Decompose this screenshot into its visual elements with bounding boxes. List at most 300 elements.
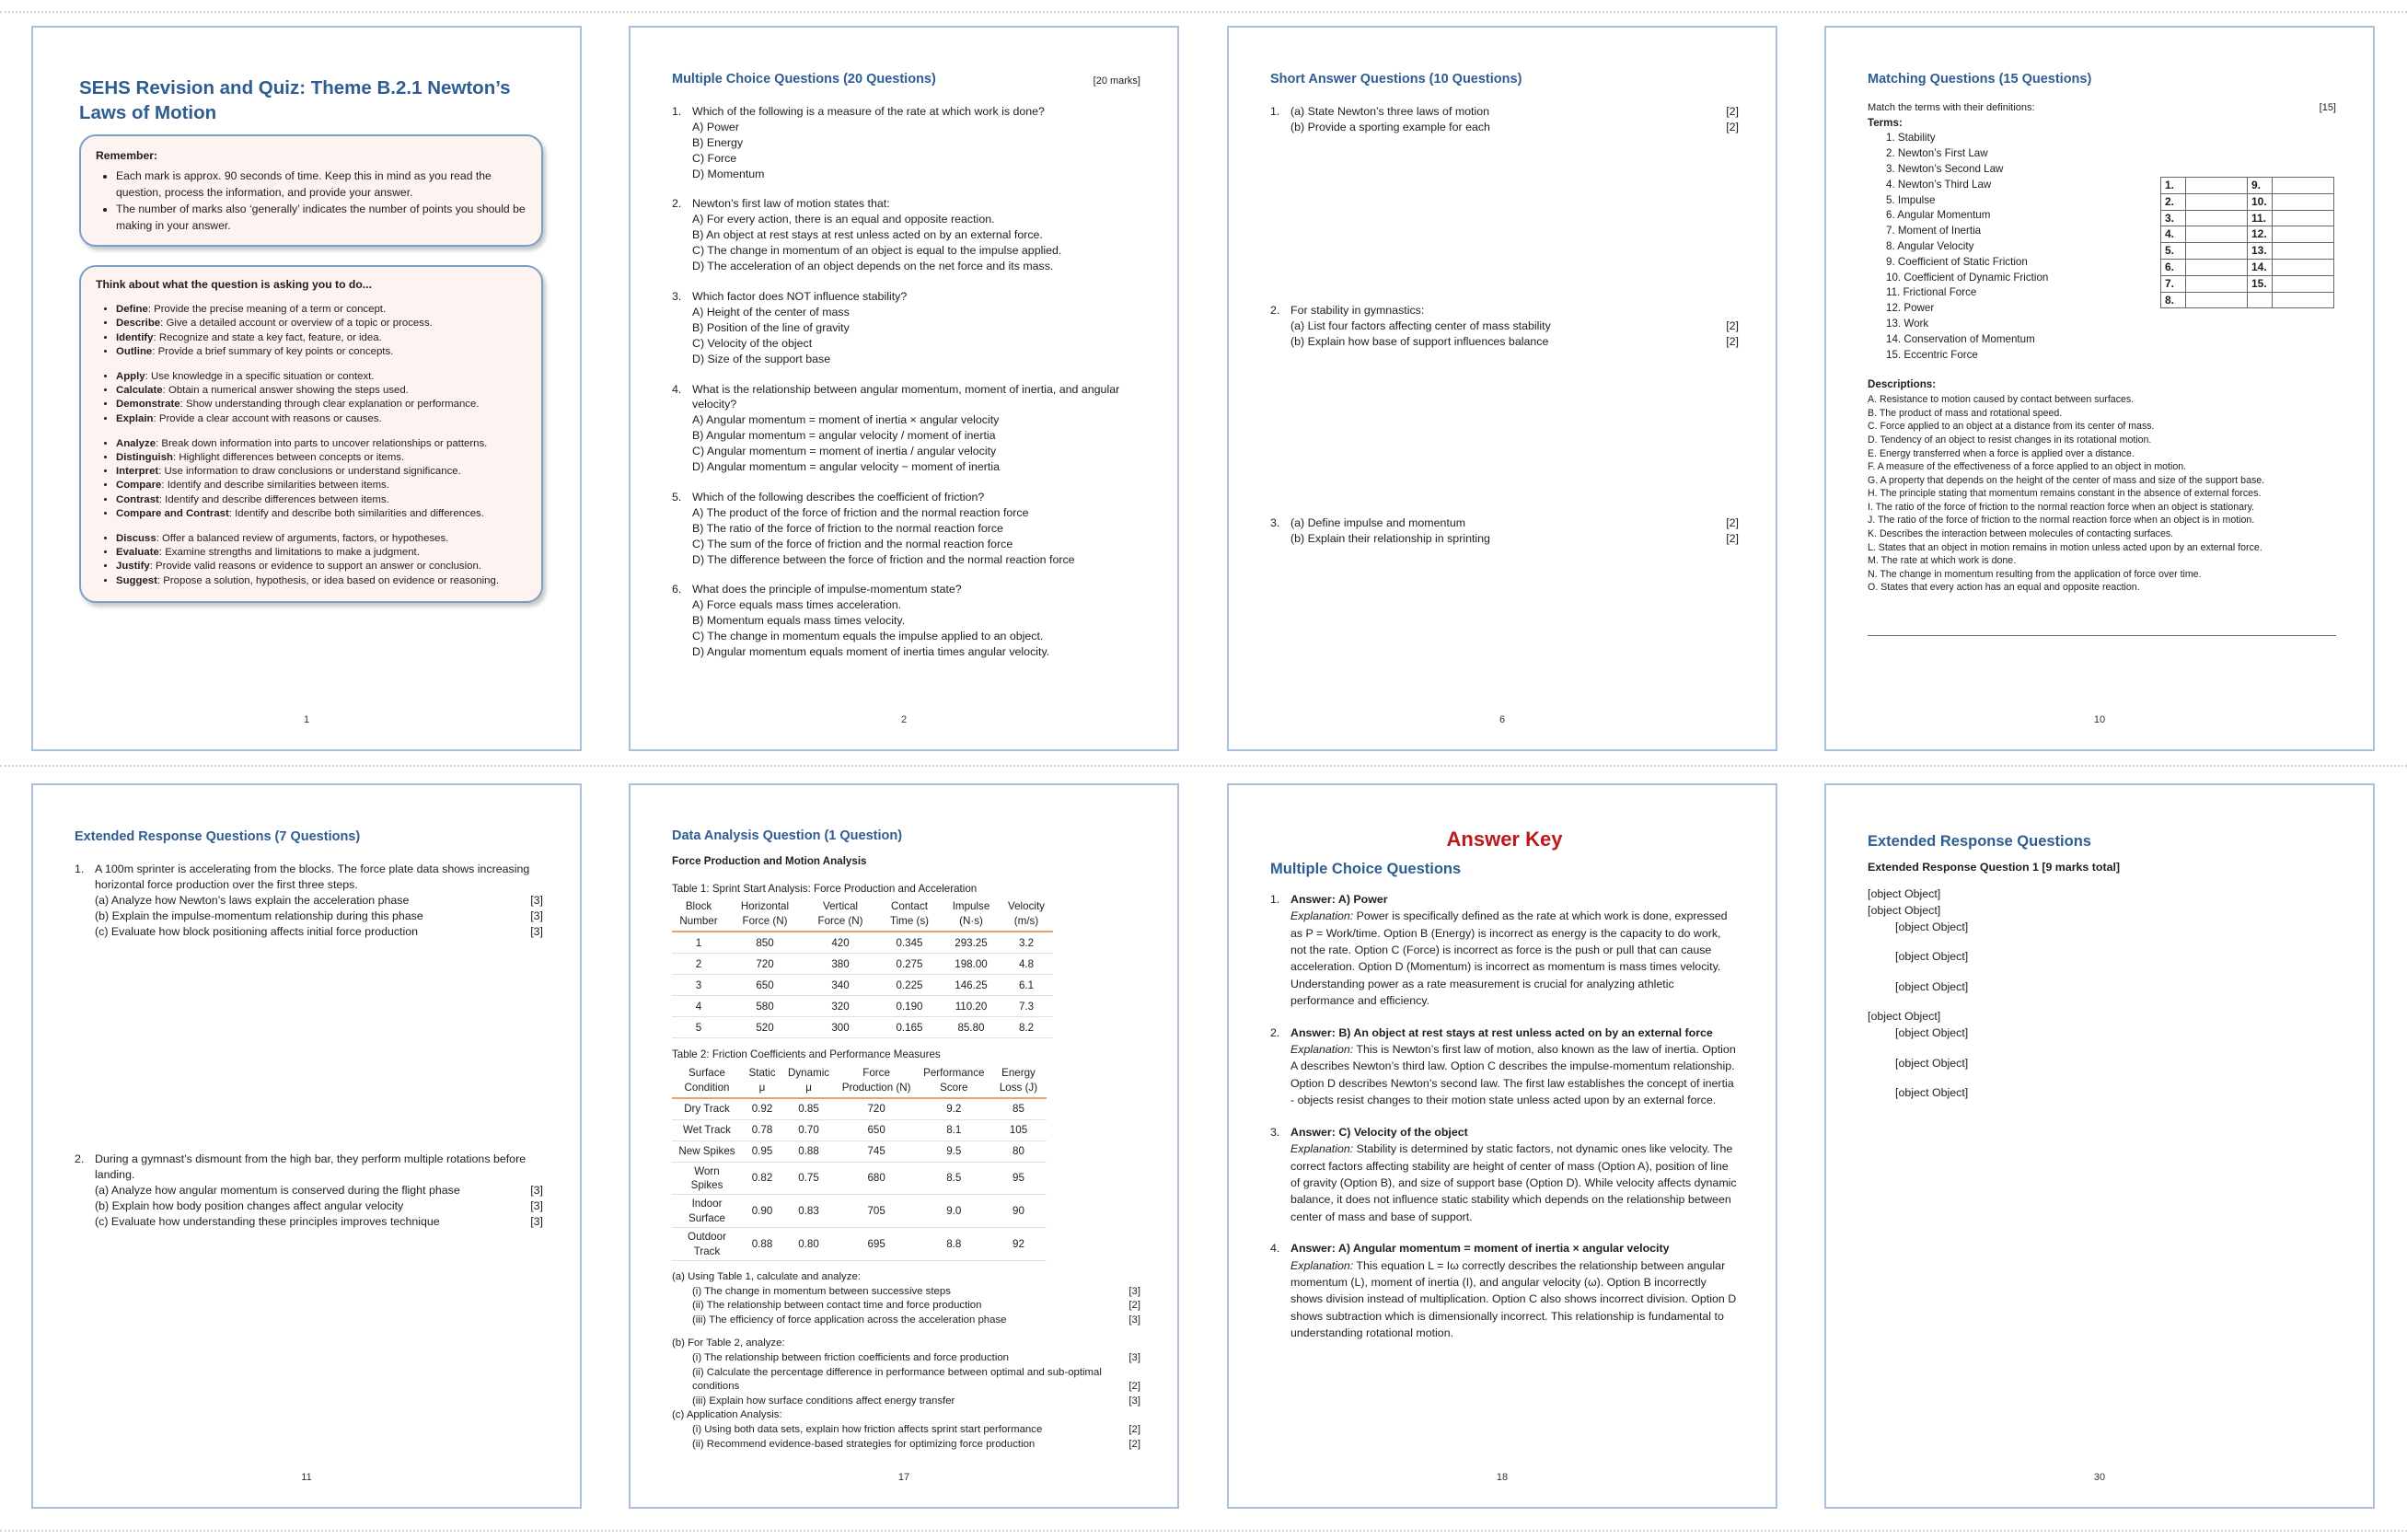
grid-row bbox=[2161, 259, 2334, 275]
task-text: (c) Application Analysis: bbox=[672, 1409, 782, 1421]
task-marks: [3] bbox=[1128, 1285, 1140, 1297]
answer-paragraph: [object Object] bbox=[1895, 950, 1969, 964]
mcq-question bbox=[672, 104, 1140, 182]
table-cell: 0.165 bbox=[876, 1017, 943, 1038]
answer-option: B) Momentum equals mass times velocity. bbox=[692, 614, 906, 628]
table-cell: 4 bbox=[672, 996, 725, 1017]
table-cell: 5 bbox=[672, 1017, 725, 1038]
part-text: (a) Analyze how Newton’s laws explain the acceleration phase bbox=[95, 894, 410, 907]
page-number: 1 bbox=[303, 714, 310, 725]
short-question-1: 1. (a) State Newton’s three laws of motion [2] (b) Provide a sporting example for each [2] bbox=[1270, 105, 1739, 133]
table-header: Impulse (N·s) bbox=[943, 897, 1000, 932]
analysis-tasks bbox=[672, 1270, 1140, 1452]
answer-title: Answer: C) Velocity of the object bbox=[1290, 1125, 1468, 1139]
command-term: Describe bbox=[116, 318, 161, 330]
command-term: Suggest bbox=[116, 574, 157, 586]
table-1-caption: Table 1: Sprint Start Analysis: Force Production and Acceleration bbox=[672, 882, 978, 895]
part-text: (c) Evaluate how understanding these principles improves technique bbox=[95, 1215, 440, 1228]
explanation-label: Explanation: bbox=[1290, 1258, 1354, 1272]
command-term: Justify bbox=[116, 561, 150, 573]
term-item: 1. Stability bbox=[1886, 132, 1936, 145]
analysis-task bbox=[672, 1366, 1140, 1381]
grid-label: 6. bbox=[2161, 259, 2186, 275]
term-item: 4. Newton’s Third Law bbox=[1886, 178, 1992, 191]
section-subtitle: Extended Response Question 1 [9 marks total] bbox=[1868, 861, 2121, 874]
remember-item: • The number of marks also ‘generally’ indicates the number of points you should be making in your answer. bbox=[116, 201, 527, 234]
table-cell: 580 bbox=[725, 996, 804, 1017]
answer-line bbox=[1868, 635, 2336, 636]
table-row bbox=[672, 1162, 1047, 1195]
grid-answer-cell[interactable] bbox=[2273, 226, 2334, 243]
table-cell: Dry Track bbox=[672, 1098, 742, 1120]
grid-label bbox=[2248, 292, 2273, 308]
page-thumbnail-10[interactable]: Matching Questions (15 Questions) Match the terms with their definitions: [15] Terms: 1. Stability 2. Newton’s First Law 3. Newton’s Second Law 4. Newton’s Third Law 5. Impulse 6. Angular Momentum 7. Moment of Inertia 8. Angular Velocity 9. Coefficient of Static Friction 10. Coefficient of Dynamic Friction 11. Frictional Force 12. Power 13. Work 14. Conservation of Momentum 15. Eccentric Force 1. 9. 2. 10. 3. 11. 4. 12. 5. 13. 6. 14. 7. 15. 8. Descriptions: A. Resistance to motion caused by contact between surfaces. B. The product of mass and rotational speed. C. Force applied to an object at a distance from its center of mass. D. Tendency of an object to resist changes in its rotational motion. E. Energy transferred when a force is applied over a distance. F. A measure of the effectiveness of a force applied to an object in motion. G. A property that depends on the height of the center of mass and size of the support base. H. The principle stating that momentum remains constant in the absence of external forces. I. The ratio of the force of friction to the normal reaction force when an object is stationary. J. The ratio of the force of friction to the normal reaction force when an object is in motion. K. Describes the interaction between molecules of contacting surfaces. L. States that an object in motion remains in motion unless acted upon by an external force. M. The rate at which work is done. N. The change in momentum resulting from the application of force over time. O. States that every action has an equal and opposite reaction. 10 bbox=[1824, 26, 2375, 751]
answer-option: C) Angular momentum = moment of inertia / angular velocity bbox=[692, 445, 997, 458]
table-header: Contact Time (s) bbox=[876, 897, 943, 932]
table-cell: 520 bbox=[725, 1017, 804, 1038]
page-thumbnail-2[interactable] bbox=[629, 26, 1179, 751]
answer-option: B) An object at rest stays at rest unless acted on by an external force. bbox=[692, 228, 1043, 242]
answer-heading: [object Object] bbox=[1868, 886, 1941, 900]
separator-line bbox=[0, 765, 2407, 767]
answer-option: B) Angular momentum = angular velocity / moment of inertia bbox=[692, 429, 996, 443]
analysis-task bbox=[672, 1327, 1140, 1337]
question-stem: Which of the following describes the coefficient of friction? bbox=[692, 490, 985, 504]
grid-answer-cell[interactable] bbox=[2273, 178, 2334, 194]
task-text: (i) Using both data sets, explain how friction affects sprint start performance bbox=[692, 1424, 1043, 1435]
grid-answer-cell[interactable] bbox=[2186, 178, 2248, 194]
command-term-definition: : Examine strengths and limitations to make a judgment. bbox=[158, 547, 420, 559]
section-title: Short Answer Questions (10 Questions) bbox=[1270, 72, 1522, 87]
command-term-definition: : Provide a brief summary of key points or concepts. bbox=[152, 345, 394, 357]
table-cell: 0.225 bbox=[876, 975, 943, 996]
short-question-3: 3. (a) Define impulse and momentum [2] (b) Explain their relationship in sprinting [2] bbox=[1270, 516, 1739, 545]
mcq-question bbox=[672, 382, 1140, 475]
section-title: Matching Questions (15 Questions) bbox=[1868, 72, 2092, 87]
task-marks: [2] bbox=[1128, 1381, 1140, 1393]
command-term-item bbox=[116, 384, 527, 398]
table-row bbox=[672, 954, 1053, 975]
table-cell: 380 bbox=[804, 954, 876, 975]
table-cell: 85 bbox=[989, 1098, 1047, 1120]
mcq-list bbox=[672, 104, 1140, 660]
description-item: D. Tendency of an object to resist changes in its rotational motion. bbox=[1868, 434, 2152, 446]
command-term-group bbox=[96, 370, 527, 426]
part-text: (c) Evaluate how block positioning affects initial force production bbox=[95, 925, 419, 938]
table-cell: 9.5 bbox=[918, 1141, 989, 1162]
command-term: Explain bbox=[116, 412, 154, 424]
table-cell: 4.8 bbox=[1000, 954, 1053, 975]
data-table-2 bbox=[672, 1064, 1047, 1261]
table-2-caption: Table 2: Friction Coefficients and Performance Measures bbox=[672, 1048, 941, 1061]
analysis-task bbox=[672, 1285, 1140, 1300]
table-cell: 340 bbox=[804, 975, 876, 996]
description-item: F. A measure of the effectiveness of a force applied to an object in motion. bbox=[1868, 461, 2187, 473]
answer-option: A) Force equals mass times acceleration. bbox=[692, 598, 902, 612]
table-row bbox=[672, 996, 1053, 1017]
part-marks: [3] bbox=[530, 909, 543, 922]
part-marks: [3] bbox=[530, 1199, 543, 1212]
task-marks: [3] bbox=[1128, 1395, 1140, 1407]
grid-answer-cell[interactable] bbox=[2273, 292, 2334, 308]
question-number: 5. bbox=[672, 490, 682, 504]
table-cell: 92 bbox=[989, 1228, 1047, 1261]
answer-option: D) The difference between the force of friction and the normal reaction force bbox=[692, 552, 1075, 566]
command-term-item bbox=[116, 546, 527, 560]
answer-option: C) The sum of the force of friction and the normal reaction force bbox=[692, 537, 1013, 550]
answer-option: D) Size of the support base bbox=[692, 352, 831, 365]
command-term: Outline bbox=[116, 345, 153, 357]
grid-row bbox=[2161, 193, 2334, 210]
grid-label: 14. bbox=[2248, 259, 2273, 275]
remember-list bbox=[96, 168, 527, 234]
grid-label: 1. bbox=[2161, 178, 2186, 194]
task-marks: [3] bbox=[1128, 1314, 1140, 1326]
term-item: 9. Coefficient of Static Friction bbox=[1886, 255, 2028, 268]
question-part bbox=[95, 1214, 543, 1230]
table-header: Performance Score bbox=[918, 1064, 989, 1098]
term-item: 2. Newton’s First Law bbox=[1886, 147, 1988, 160]
table-row bbox=[672, 1098, 1047, 1120]
table-cell: 300 bbox=[804, 1017, 876, 1038]
grid-answer-cell[interactable] bbox=[2186, 243, 2248, 260]
section-marks: [20 marks] bbox=[1093, 75, 1140, 87]
analysis-task bbox=[672, 1351, 1140, 1366]
grid-answer-cell[interactable] bbox=[2273, 275, 2334, 292]
question-part bbox=[95, 1198, 543, 1214]
mcq-question bbox=[672, 289, 1140, 367]
grid-row bbox=[2161, 243, 2334, 260]
answer-paragraph: [object Object] bbox=[1895, 1026, 1969, 1040]
grid-answer-cell[interactable] bbox=[2186, 275, 2248, 292]
table-cell: 90 bbox=[989, 1195, 1047, 1228]
answer-explanation bbox=[1290, 1257, 1739, 1342]
term-item: 13. Work bbox=[1886, 317, 1929, 330]
table-cell: Wet Track bbox=[672, 1119, 742, 1141]
grid-answer-cell[interactable] bbox=[2186, 226, 2248, 243]
answer-entry bbox=[1270, 1240, 1739, 1341]
grid-answer-cell[interactable] bbox=[2186, 193, 2248, 210]
page-thumbnail-30[interactable] bbox=[1824, 783, 2375, 1509]
command-terms bbox=[96, 303, 527, 588]
table-cell: 0.88 bbox=[782, 1141, 835, 1162]
page-thumbnail-1[interactable] bbox=[31, 26, 582, 751]
term-item: 11. Frictional Force bbox=[1886, 286, 1977, 299]
table-cell: 9.2 bbox=[918, 1098, 989, 1120]
answer-paragraph: [object Object] bbox=[1895, 979, 1969, 993]
task-marks: [2] bbox=[1128, 1300, 1140, 1312]
question-stem: Newton’s first law of motion states that: bbox=[692, 197, 890, 211]
table-cell: 420 bbox=[804, 932, 876, 954]
question-number: 1. bbox=[672, 104, 682, 118]
table-cell: 850 bbox=[725, 932, 804, 954]
section-subtitle: Force Production and Motion Analysis bbox=[672, 855, 867, 868]
table-cell: 80 bbox=[989, 1141, 1047, 1162]
description-item: O. States that every action has an equal and opposite reaction. bbox=[1868, 582, 2140, 594]
question-part bbox=[95, 1183, 543, 1198]
task-text: (ii) The relationship between contact time and force production bbox=[692, 1300, 982, 1312]
table-cell: 720 bbox=[725, 954, 804, 975]
answer-number: 3. bbox=[1270, 1125, 1280, 1139]
command-term: Compare bbox=[116, 480, 162, 492]
table-cell: 95 bbox=[989, 1162, 1047, 1195]
data-table-1 bbox=[672, 897, 1053, 1038]
task-text: (b) For Table 2, analyze: bbox=[672, 1337, 785, 1349]
description-item: I. The ratio of the force of friction to the normal reaction force when an object is stationary. bbox=[1868, 501, 2255, 513]
grid-label: 15. bbox=[2248, 275, 2273, 292]
table-cell: 293.25 bbox=[943, 932, 1000, 954]
grid-label: 10. bbox=[2248, 193, 2273, 210]
description-item: J. The ratio of the force of friction to the normal reaction force when an object is in motion. bbox=[1868, 515, 2255, 527]
section-title: Multiple Choice Questions bbox=[1270, 861, 1462, 878]
table-header: Block Number bbox=[672, 897, 725, 932]
table-cell: 0.275 bbox=[876, 954, 943, 975]
table-cell: 0.75 bbox=[782, 1162, 835, 1195]
explanation-text: Stability is determined by static factors, not dynamic ones like velocity. The correct factors affecting stability are height of center of mass (Option A), position of line of gravity (Option B), and size of support base (Option D). While velocity affects dynamic balance, it does not influence static stability which depends on the relationship between center of mass and base of support. bbox=[1290, 1142, 1737, 1223]
table-cell: New Spikes bbox=[672, 1141, 742, 1162]
table-cell: 198.00 bbox=[943, 954, 1000, 975]
command-term-definition: : Provide valid reasons or evidence to support an answer or conclusion. bbox=[149, 561, 481, 573]
matching-intro: Match the terms with their definitions: bbox=[1868, 101, 2035, 113]
question-stem: Which factor does NOT influence stability? bbox=[692, 289, 908, 303]
grid-answer-cell[interactable] bbox=[2273, 210, 2334, 226]
analysis-task bbox=[672, 1395, 1140, 1409]
descriptions-label: Descriptions bbox=[1868, 378, 1933, 391]
table-row bbox=[672, 1141, 1047, 1162]
part-marks: [3] bbox=[530, 894, 543, 907]
task-marks: [2] bbox=[1128, 1424, 1140, 1435]
term-item: 6. Angular Momentum bbox=[1886, 209, 1991, 222]
table-cell: 110.20 bbox=[943, 996, 1000, 1017]
answer-option: A) For every action, there is an equal and opposite reaction. bbox=[692, 213, 995, 226]
grid-answer-cell[interactable] bbox=[2273, 259, 2334, 275]
table-cell: 680 bbox=[835, 1162, 918, 1195]
page-number: 2 bbox=[900, 714, 908, 725]
page-thumbnail-17[interactable] bbox=[629, 783, 1179, 1509]
answer-option: A) Height of the center of mass bbox=[692, 305, 850, 318]
page-thumbnail-6[interactable] bbox=[1227, 26, 1777, 751]
command-term: Calculate bbox=[116, 385, 163, 397]
section-title: Extended Response Questions bbox=[1868, 833, 2091, 850]
grid-label: 8. bbox=[2161, 292, 2186, 308]
mcq-question bbox=[672, 582, 1140, 660]
model-answer bbox=[1868, 886, 2336, 1102]
answer-option: A) Power bbox=[692, 120, 739, 133]
answer-option: C) The change in momentum equals the impulse applied to an object. bbox=[692, 630, 1044, 643]
part-marks: [3] bbox=[530, 925, 543, 938]
grid-answer-cell[interactable] bbox=[2273, 243, 2334, 260]
answer-entry bbox=[1270, 1124, 1739, 1225]
table-header: Dynamic μ bbox=[782, 1064, 835, 1098]
description-item: B. The product of mass and rotational speed. bbox=[1868, 407, 2063, 419]
question-number: 3. bbox=[672, 289, 682, 303]
page-thumbnail-18[interactable] bbox=[1227, 783, 1777, 1509]
answer-key-title: Answer Key bbox=[1446, 828, 1563, 851]
command-term-item bbox=[116, 331, 527, 345]
table-cell: 0.80 bbox=[782, 1228, 835, 1261]
table-row bbox=[672, 1195, 1047, 1228]
command-term: Define bbox=[116, 304, 148, 316]
table-cell: 0.83 bbox=[782, 1195, 835, 1228]
command-term-definition: : Highlight differences between concepts or items. bbox=[173, 452, 405, 464]
grid-row bbox=[2161, 275, 2334, 292]
task-marks: [3] bbox=[1128, 1352, 1140, 1364]
table-cell: Indoor Surface bbox=[672, 1195, 742, 1228]
term-item: 3. Newton’s Second Law bbox=[1886, 162, 2004, 175]
table-cell: 3 bbox=[672, 975, 725, 996]
grid-label: 7. bbox=[2161, 275, 2186, 292]
matching-marks: [15] bbox=[2319, 101, 2336, 113]
command-term-definition: : Provide a clear account with reasons or causes. bbox=[153, 412, 382, 424]
grid-label: 3. bbox=[2161, 210, 2186, 226]
task-text: (a) Using Table 1, calculate and analyze: bbox=[672, 1271, 861, 1283]
command-term-item bbox=[116, 507, 527, 521]
answer-number: 2. bbox=[1270, 1025, 1280, 1039]
grid-row bbox=[2161, 210, 2334, 226]
table-cell: 650 bbox=[725, 975, 804, 996]
table-cell: 320 bbox=[804, 996, 876, 1017]
command-term-definition: : Use information to draw conclusions or understand significance. bbox=[158, 466, 461, 478]
command-term: Discuss bbox=[116, 533, 156, 545]
page-number: 11 bbox=[301, 1472, 312, 1483]
analysis-task bbox=[672, 1380, 1140, 1395]
answer-option: C) The change in momentum of an object is equal to the impulse applied. bbox=[692, 244, 1062, 258]
answer-entry bbox=[1270, 1025, 1739, 1109]
grid-label: 11. bbox=[2248, 210, 2273, 226]
command-term: Distinguish bbox=[116, 452, 174, 464]
table-header: Energy Loss (J) bbox=[989, 1064, 1047, 1098]
extended-question-1: 1. A 100m sprinter is accelerating from the blocks. The force plate data shows increasing horizontal force production over the first three steps. (a) Analyze how Newton’s laws explain the acceleration phase [3] (b) Explain the impulse-momentum relationship during this phase [3] (c) Evaluate how block positioning affects initial force production [3] bbox=[75, 863, 543, 938]
grid-answer-cell[interactable] bbox=[2273, 193, 2334, 210]
table-cell: 1 bbox=[672, 932, 725, 954]
answer-option: C) Velocity of the object bbox=[692, 336, 813, 350]
table-cell: 9.0 bbox=[918, 1195, 989, 1228]
answer-option: B) Energy bbox=[692, 135, 744, 149]
analysis-task bbox=[672, 1314, 1140, 1328]
command-term-definition: : Recognize and state a key fact, feature, or idea. bbox=[153, 331, 382, 343]
table-cell: 0.78 bbox=[742, 1119, 782, 1141]
description-item: M. The rate at which work is done. bbox=[1868, 555, 2017, 567]
grid-label: 13. bbox=[2248, 243, 2273, 260]
section-title: Data Analysis Question (1 Question) bbox=[672, 828, 903, 843]
grid-answer-cell[interactable] bbox=[2186, 259, 2248, 275]
part-marks: [3] bbox=[530, 1184, 543, 1197]
task-text: (iii) The efficiency of force application across the acceleration phase bbox=[692, 1314, 1007, 1326]
command-term: Contrast bbox=[116, 493, 159, 505]
task-text: (iii) Explain how surface conditions affect energy transfer bbox=[692, 1395, 955, 1407]
answer-option: A) The product of the force of friction and the normal reaction force bbox=[692, 505, 1029, 519]
answer-explanation bbox=[1290, 1141, 1739, 1225]
table-cell: 0.345 bbox=[876, 932, 943, 954]
answer-option: D) The acceleration of an object depends on the net force and its mass. bbox=[692, 260, 1054, 273]
answer-list bbox=[1270, 891, 1739, 1342]
table-cell: 8.5 bbox=[918, 1162, 989, 1195]
terms-label: Terms bbox=[1868, 116, 1899, 129]
part-text: (b) Explain the impulse-momentum relationship during this phase bbox=[95, 909, 423, 922]
page-number: 30 bbox=[2093, 1472, 2106, 1483]
question-number: 2. bbox=[672, 197, 682, 211]
table-header: Horizontal Force (N) bbox=[725, 897, 804, 932]
description-item: H. The principle stating that momentum remains constant in the absence of external forces. bbox=[1868, 488, 2262, 500]
command-term-item bbox=[116, 574, 527, 588]
answer-explanation bbox=[1290, 1041, 1739, 1109]
question-part bbox=[95, 893, 543, 909]
answer-title: Answer: A) Angular momentum = moment of inertia × angular velocity bbox=[1290, 1242, 1670, 1256]
task-text: (ii) Calculate the percentage difference in performance between optimal and sub-optimal bbox=[692, 1366, 1102, 1378]
table-row bbox=[672, 975, 1053, 996]
page-number: 6 bbox=[1499, 714, 1506, 725]
table-header: Velocity (m/s) bbox=[1000, 897, 1053, 932]
page-number: 10 bbox=[2093, 714, 2106, 725]
command-term: Compare and Contrast bbox=[116, 507, 229, 519]
command-term-item bbox=[116, 345, 527, 359]
task-text: (ii) Recommend evidence-based strategies for optimizing force production bbox=[692, 1438, 1036, 1450]
separator-line bbox=[0, 11, 2407, 13]
answer-option: D) Momentum bbox=[692, 167, 765, 180]
table-cell: 2 bbox=[672, 954, 725, 975]
remember-item: • Each mark is approx. 90 seconds of time. Keep this in mind as you read the question, process the information, and provide your answer. bbox=[116, 168, 527, 201]
command-term-definition: : Use knowledge in a specific situation or context. bbox=[145, 371, 375, 383]
table-cell: 0.82 bbox=[742, 1162, 782, 1195]
command-term-definition: : Obtain a numerical answer showing the steps used. bbox=[162, 385, 409, 397]
table-row bbox=[672, 1017, 1053, 1038]
term-item: 8. Angular Velocity bbox=[1886, 239, 1974, 252]
grid-answer-cell[interactable] bbox=[2186, 292, 2248, 308]
part-text: (a) Analyze how angular momentum is conserved during the flight phase bbox=[95, 1184, 460, 1197]
grid-label: 12. bbox=[2248, 226, 2273, 243]
answer-entry bbox=[1270, 891, 1739, 1010]
description-item: A. Resistance to motion caused by contact between surfaces. bbox=[1868, 394, 2135, 406]
table-cell: 0.90 bbox=[742, 1195, 782, 1228]
answer-number: 4. bbox=[1270, 1242, 1280, 1256]
description-item: N. The change in momentum resulting from the application of force over time. bbox=[1868, 568, 2202, 580]
answer-option: D) Angular momentum equals moment of inertia times angular velocity. bbox=[692, 645, 1050, 659]
table-cell: 0.190 bbox=[876, 996, 943, 1017]
table-header: Force Production (N) bbox=[835, 1064, 918, 1098]
grid-row bbox=[2161, 292, 2334, 308]
descriptions-list bbox=[1868, 393, 2336, 595]
task-text: conditions bbox=[692, 1381, 740, 1393]
table-header: Static μ bbox=[742, 1064, 782, 1098]
section-title: Multiple Choice Questions (20 Questions) bbox=[672, 72, 936, 87]
question-number: 6. bbox=[672, 583, 682, 596]
question-stem: Which of the following is a measure of the rate at which work is done? bbox=[692, 104, 1045, 118]
command-term-item bbox=[116, 465, 527, 479]
description-item: C. Force applied to an object at a distance from its center of mass. bbox=[1868, 421, 2155, 433]
command-term-group bbox=[96, 437, 527, 521]
description-item: E. Energy transferred when a force is applied over a distance. bbox=[1868, 447, 2135, 459]
grid-label: 2. bbox=[2161, 193, 2186, 210]
table-cell: 105 bbox=[989, 1119, 1047, 1141]
grid-answer-cell[interactable] bbox=[2186, 210, 2248, 226]
answer-heading: [object Object] bbox=[1868, 1010, 1941, 1024]
page-title: SEHS Revision and Quiz: Theme B.2.1 Newton’s Laws of Motion bbox=[79, 77, 511, 123]
command-term: Interpret bbox=[116, 466, 159, 478]
answer-option: C) Force bbox=[692, 151, 737, 165]
mcq-question bbox=[672, 490, 1140, 568]
table-cell: Outdoor Track bbox=[672, 1228, 742, 1261]
command-term: Identify bbox=[116, 331, 154, 343]
page-thumbnail-11[interactable] bbox=[31, 783, 582, 1509]
answer-option: B) Position of the line of gravity bbox=[692, 320, 850, 334]
page-number: 17 bbox=[897, 1472, 910, 1483]
answer-title: Answer: B) An object at rest stays at rest unless acted on by an external force bbox=[1290, 1025, 1713, 1039]
explanation-label: Explanation: bbox=[1290, 1142, 1354, 1156]
explanation-label: Explanation: bbox=[1290, 909, 1354, 923]
analysis-task bbox=[672, 1299, 1140, 1314]
term-item: 10. Coefficient of Dynamic Friction bbox=[1886, 271, 2049, 284]
answer-option: D) Angular momentum = angular velocity − moment of inertia bbox=[692, 460, 1001, 474]
